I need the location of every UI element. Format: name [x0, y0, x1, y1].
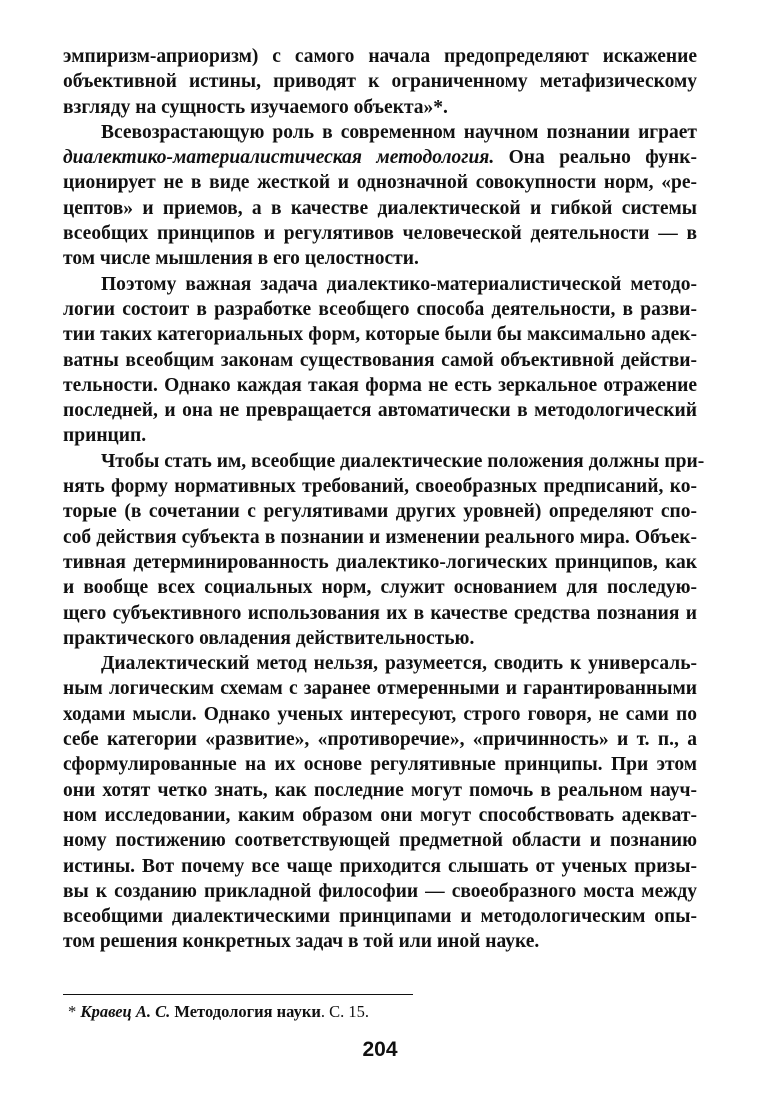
text-line: [63, 575, 697, 600]
text-line: [63, 221, 697, 246]
text-line: [63, 676, 697, 701]
text-line: [63, 196, 697, 221]
text-line: [63, 929, 697, 954]
text-line: [63, 474, 697, 499]
text-line: [63, 702, 697, 727]
text-run: ному постижению соответствующей предметной области и познанию: [63, 830, 697, 852]
text-run: Чтобы стать им, всеобщие диалектические положения должны при-: [101, 450, 705, 472]
text-line: [63, 651, 697, 676]
text-line: [63, 322, 697, 347]
text-run: соб действия субъекта в познании и изменении реального мира. Объек-: [63, 526, 697, 548]
text-line: [63, 398, 697, 423]
paragraph: [63, 44, 697, 120]
text-run: всеобщих принципов и регулятивов человеческой деятельности — в: [63, 223, 697, 245]
text-run: логии состоит в разработке всеобщего способа деятельности, в разви-: [63, 298, 697, 320]
page-number: 204: [362, 1038, 398, 1061]
text-line: [63, 727, 697, 752]
text-run: Диалектический метод нельзя, разумеется, сводить к универсаль-: [101, 653, 697, 675]
text-line: [63, 828, 697, 853]
footnote-title: Методология науки: [174, 1002, 321, 1021]
text-run: том числе мышления в его целостности.: [63, 248, 419, 270]
footnote-marker: *: [68, 1002, 77, 1021]
footnote-page-ref: . С. 15.: [320, 1002, 369, 1021]
text-run: объективной истины, приводят к ограниченному метафизическому: [63, 71, 697, 93]
paragraph: [63, 120, 697, 272]
text-run: Она реально функ-: [494, 147, 697, 169]
footnote-author: Кравец А. С.: [80, 1002, 171, 1021]
text-run: тии таких категориальных форм, которые были бы максимально адек-: [63, 324, 697, 346]
text-line: [63, 272, 697, 297]
text-line: [63, 44, 697, 69]
text-run: том решения конкретных задач в той или иной науке.: [63, 931, 540, 953]
footnote-divider: [63, 994, 413, 995]
text-run: цептов» и приемов, а в качестве диалектической и гибкой системы: [63, 197, 697, 219]
text-run: эмпиризм-априоризм) с самого начала предопределяют искажение: [63, 46, 697, 67]
text-line: [63, 879, 697, 904]
text-run: Всевозрастающую роль в современном научном познании играет: [101, 121, 697, 143]
text-line: [63, 348, 697, 373]
text-run: сформулированные на их основе регулятивные принципы. При этом: [63, 754, 697, 776]
text-line: [63, 449, 705, 474]
footnote: [68, 1001, 369, 1023]
text-run: вы к созданию прикладной философии — своеобразного моста между: [63, 880, 697, 902]
text-run: щего субъективного использования их в качестве средства познания и: [63, 602, 697, 624]
text-run: и вообще всех социальных норм, служит основанием для последую-: [63, 577, 697, 599]
text-line: [63, 120, 697, 145]
text-run: ционирует не в виде жесткой и однозначной совокупности норм, «ре-: [63, 172, 697, 194]
text-run: практического овладения действительностью.: [63, 627, 475, 649]
text-run: ходами мысли. Однако ученых интересуют, строго говоря, не сами по: [63, 703, 697, 725]
text-run: тельности. Однако каждая такая форма не есть зеркальное отражение: [63, 374, 697, 396]
text-run: нять форму нормативных требований, своеобразных предписаний, ко-: [63, 476, 697, 498]
text-run: ном исследовании, каким образом они могут способствовать адекват-: [63, 804, 697, 826]
text-run: торые (в сочетании с регулятивами других уровней) определяют спо-: [63, 501, 697, 523]
text-run: взгляду на сущность изучаемого объекта»*.: [63, 96, 448, 118]
text-run: ным логическим схемам с заранее отмеренными и гарантированными: [63, 678, 697, 700]
text-line: [63, 626, 697, 651]
text-run: Поэтому важная задача диалектико-материалистической методо-: [101, 273, 697, 295]
text-line: [63, 95, 697, 120]
text-line: [63, 69, 697, 94]
text-line: [63, 297, 697, 322]
text-line: [63, 373, 697, 398]
text-run: себе категории «развитие», «противоречие», «причинность» и т. п., а: [63, 729, 697, 751]
text-line: [63, 778, 697, 803]
text-line: [63, 854, 697, 879]
text-run: всеобщими диалектическими принципами и методологическим опы-: [63, 906, 697, 928]
text-run: принцип.: [63, 425, 147, 447]
text-run: они хотят четко знать, как последние могут помочь в реальном науч-: [63, 779, 697, 801]
text-line: [63, 423, 697, 448]
text-line: [63, 904, 697, 929]
text-run: истины. Вот почему все чаще приходится слышать от ученых призы-: [63, 855, 697, 877]
text-line: [63, 499, 697, 524]
text-line: [63, 803, 697, 828]
text-line: [63, 145, 697, 170]
paragraph: [63, 449, 705, 651]
text-line: [63, 170, 697, 195]
text-line: [63, 601, 697, 626]
text-line: [63, 525, 697, 550]
text-line: [63, 246, 697, 271]
italic-term: диалектико-материалистическая методология.: [63, 147, 495, 169]
text-line: [63, 752, 697, 777]
paragraph: [63, 651, 697, 955]
text-run: последней, и она не превращается автоматически в методологический: [63, 400, 697, 422]
text-run: ватны всеобщим законам существования самой объективной действи-: [63, 349, 697, 371]
text-line: [63, 550, 697, 575]
text-run: тивная детерминированность диалектико-логических принципов, как: [63, 551, 697, 573]
paragraph: [63, 272, 697, 449]
body-text: [63, 44, 705, 955]
